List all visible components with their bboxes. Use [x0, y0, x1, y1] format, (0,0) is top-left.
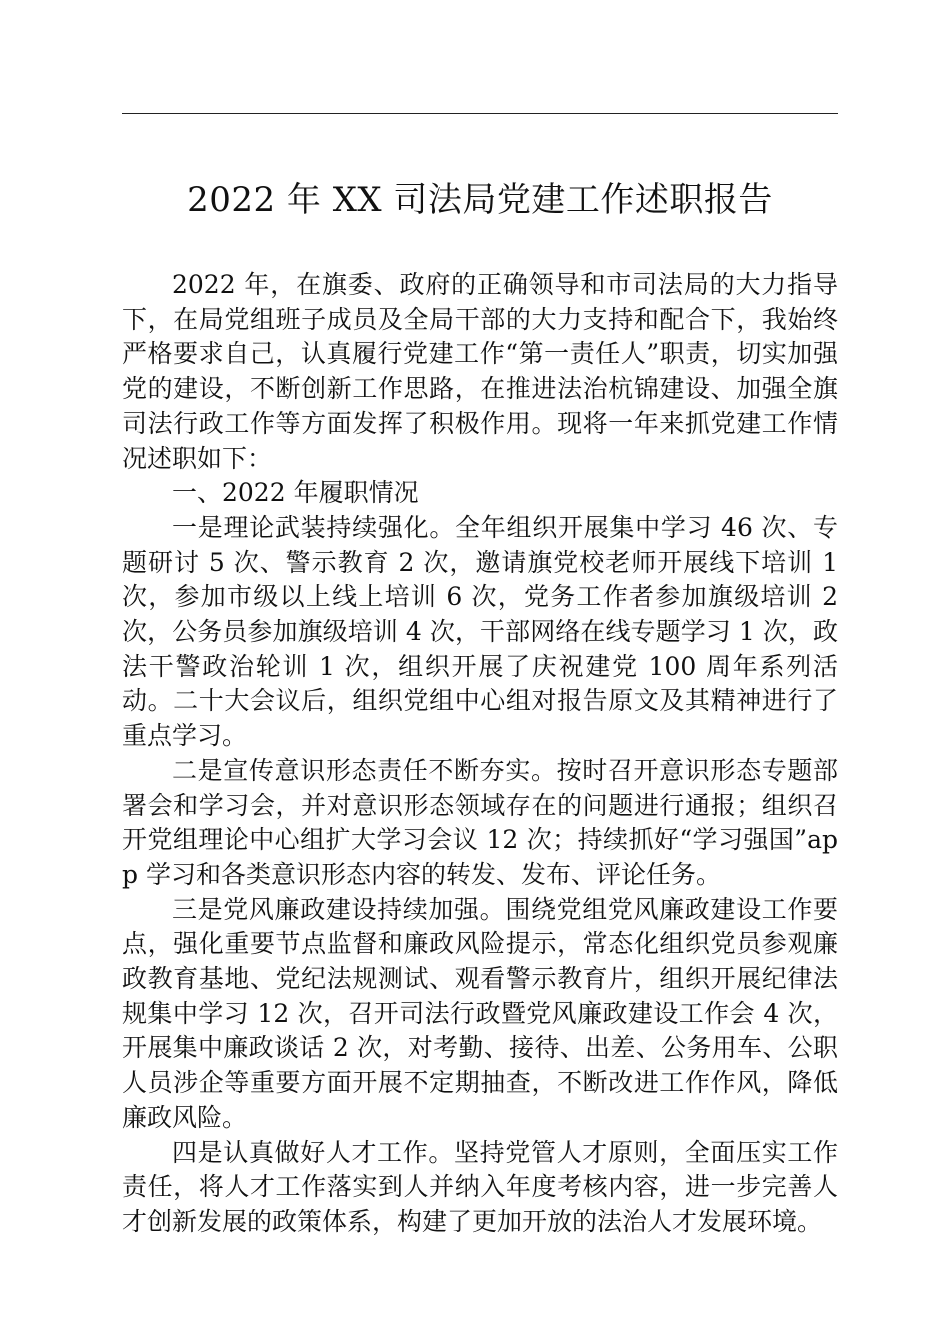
section-heading: 一、2022 年履职情况 [172, 478, 419, 508]
paragraph-ideology: 二是宣传意识形态责任不断夯实。按时召开意识形态专题部署会和学习会，并对意识形态领域存在的问题进行通报；组织召开党组理论中心组扩大学习会议 12 次；持续抓好“学习强国”app 学习和各类意识形态内容的转发、发布、评论任务。 [122, 755, 838, 889]
paragraph-talent: 四是认真做好人才工作。坚持党管人才原则，全面压实工作责任，将人才工作落实到人并纳入年度考核内容，进一步完善人才创新发展的政策体系，构建了更加开放的法治人才发展环境。 [122, 1137, 838, 1236]
paragraph-theory: 一是理论武装持续强化。全年组织开展集中学习 46 次、专题研讨 5 次、警示教育 2 次，邀请旗党校老师开展线下培训 1 次，参加市级以上线上培训 6 次，党务工作者参加旗级培训 2 次，公务员参加旗级培训 4 次，干部网络在线专题学习 1 次，政法干警政治轮训 1 次，组织开展了庆祝建党 100 周年系列活动。二十大会议后，组织党组中心组对报告原文及其精神进行了重点学习。 [122, 512, 838, 751]
paragraph-intro: 2022 年，在旗委、政府的正确领导和市司法局的大力指导下，在局党组班子成员及全局干部的大力支持和配合下，我始终严格要求自己，认真履行党建工作“第一责任人”职责，切实加强党的建设，不断创新工作思路，在推进法治杭锦建设、加强全旗司法行政工作等方面发挥了积极作用。现将一年来抓党建工作情况述职如下： [122, 270, 838, 473]
header-rule [122, 113, 838, 114]
document-body [122, 268, 838, 1240]
paragraph-integrity: 三是党风廉政建设持续加强。围绕党组党风廉政建设工作要点，强化重要节点监督和廉政风险提示，常态化组织党员参观廉政教育基地、党纪法规测试、观看警示教育片，组织开展纪律法规集中学习 12 次，召开司法行政暨党风廉政建设工作会 4 次，开展集中廉政谈话 2 次，对考勤、接待、出差、公务用车、公职人员涉企等重要方面开展不定期抽查，不断改进工作作风，降低廉政风险。 [122, 894, 838, 1132]
document-title: 2022 年 XX 司法局党建工作述职报告 [187, 180, 773, 220]
